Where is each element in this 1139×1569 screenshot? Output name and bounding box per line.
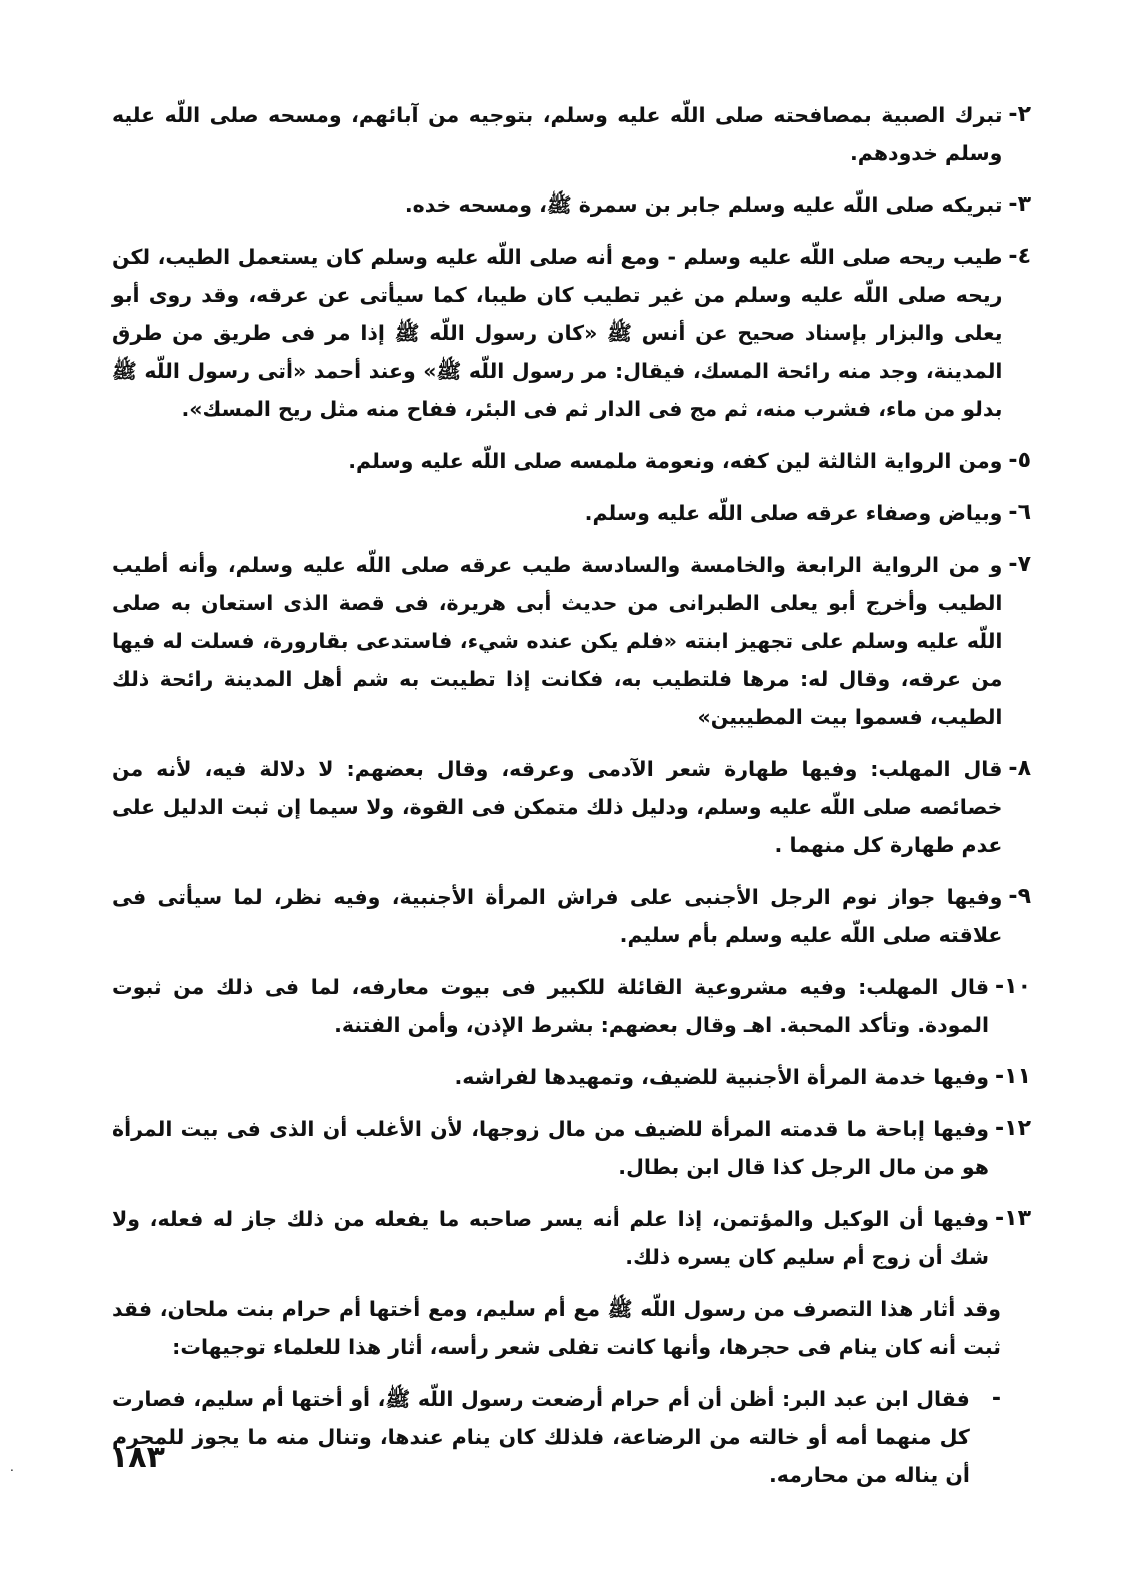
- list-item: [112, 238, 1031, 428]
- list-item: [112, 1200, 1031, 1276]
- item-text: وبياض وصفاء عرقه صلى اللّه عليه وسلم.: [584, 501, 1003, 525]
- item-number: ٦-: [1008, 500, 1031, 525]
- body-paragraph: وقد أثار هذا التصرف من رسول اللّه ﷺ مع أم سليم، ومع أختها أم حرام بنت ملحان، فقد ثبت أنه كان ينام فى حجرها، وأنها كانت تفلى شعر رأسه، أثار هذا للعلماء توجيهات:: [112, 1297, 1001, 1359]
- item-text: قال المهلب: وفيه مشروعية القائلة للكبير فى بيوت معارفه، لما فى ذلك من ثبوت المودة. وتأكد المحبة. اهـ وقال بعضهم: بشرط الإذن، وأمن الفتنة.: [112, 975, 989, 1037]
- page-number: ١٨٣: [110, 1440, 165, 1475]
- item-number: ٧-: [1008, 552, 1031, 577]
- list-item: [112, 494, 1031, 532]
- list-item: [112, 878, 1031, 954]
- list-item: [112, 750, 1031, 864]
- list-item: [112, 186, 1031, 224]
- item-number: ٢-: [1008, 102, 1031, 127]
- item-text: وفيها أن الوكيل والمؤتمن، إذا علم أنه يسر صاحبه ما يفعله من ذلك جاز له فعله، ولا شك أن زوج أم سليم كان يسره ذلك.: [112, 1207, 989, 1269]
- stray-mark: .: [10, 1460, 14, 1474]
- item-text: وفيها خدمة المرأة الأجنبية للضيف، وتمهيدها لفراشه.: [454, 1065, 989, 1089]
- list-item: [112, 96, 1031, 172]
- item-number: ٩-: [1008, 884, 1031, 909]
- bullet-text: فقال ابن عبد البر: أظن أن أم حرام أرضعت رسول اللّه ﷺ، أو أختها أم سليم، فصارت كل منهما أمه أو خالته من الرضاعة، فلذلك كان ينام عندها، وتنال منه ما يجوز للمحرم أن يناله من محارمه.: [112, 1387, 970, 1487]
- item-number: ١٣-: [995, 1206, 1031, 1231]
- item-text: وفيها إباحة ما قدمته المرأة للضيف من مال زوجها، لأن الأغلب أن الذى فى بيت المرأة هو من مال الرجل كذا قال ابن بطال.: [112, 1117, 989, 1179]
- numbered-list: [112, 96, 1031, 1276]
- list-item: [112, 1058, 1031, 1096]
- item-text: طيب ريحه صلى اللّه عليه وسلم - ومع أنه صلى اللّه عليه وسلم كان يستعمل الطيب، لكن ريحه صلى اللّه عليه وسلم من غير تطيب كان طيبا، كما سيأتى عن عرقه، وقد روى أبو يعلى والبزار بإسناد صحيح عن أنس ﷺ «كان رسول اللّه ﷺ إذا مر فى طريق من طرق المدينة، وجد منه رائحة المسك، فيقال: مر رسول اللّه ﷺ» وعند أحمد «أتى رسول اللّه ﷺ بدلو من ماء، فشرب منه، ثم مج فى الدار ثم فى البئر، ففاح منه مثل ريح المسك».: [112, 245, 1003, 421]
- item-number: ١٢-: [995, 1116, 1031, 1141]
- list-item: [112, 546, 1031, 736]
- item-text: تبرك الصبية بمصافحته صلى اللّه عليه وسلم، بتوجيه من آبائهم، ومسحه صلى اللّه عليه وسلم خدودهم.: [112, 103, 1003, 165]
- bullet-mark: -: [991, 1386, 1001, 1411]
- item-number: ١٠-: [995, 974, 1031, 999]
- item-number: ٣-: [1008, 192, 1031, 217]
- list-item: [112, 968, 1031, 1044]
- item-text: تبريكه صلى اللّه عليه وسلم جابر بن سمرة ﷺ، ومسحه خده.: [404, 193, 1003, 217]
- item-number: ٤-: [1008, 244, 1031, 269]
- item-number: ١١-: [995, 1064, 1031, 1089]
- item-text: وفيها جواز نوم الرجل الأجنبى على فراش المرأة الأجنبية، وفيه نظر، لما سيأتى فى علاقته صلى اللّه عليه وسلم بأم سليم.: [112, 885, 1003, 947]
- item-text: و من الرواية الرابعة والخامسة والسادسة طيب عرقه صلى اللّه عليه وسلم، وأنه أطيب الطيب وأخرج أبو يعلى الطبرانى من حديث أبى هريرة، فى قصة الذى استعان به صلى اللّه عليه وسلم على تجهيز ابنته «فلم يكن عنده شيء، فاستدعى بقارورة، فسلت له فيها من عرقه، وقال له: مرها فلتطيب به، فكانت إذا تطيبت به شم أهل المدينة رائحة ذلك الطيب، فسموا بيت المطيبين»: [112, 553, 1003, 729]
- item-number: ٥-: [1008, 448, 1031, 473]
- item-number: ٨-: [1008, 756, 1031, 781]
- item-text: قال المهلب: وفيها طهارة شعر الآدمى وعرقه، وقال بعضهم: لا دلالة فيه، لأنه من خصائصه صلى اللّه عليه وسلم، ودليل ذلك متمكن فى القوة، ولا سيما إن ثبت الدليل على عدم طهارة كل منهما .: [112, 757, 1003, 857]
- list-item: [112, 442, 1031, 480]
- item-text: ومن الرواية الثالثة لين كفه، ونعومة ملمسه صلى اللّه عليه وسلم.: [348, 449, 1003, 473]
- list-item: [112, 1110, 1031, 1186]
- bullet-item: [112, 1380, 1001, 1494]
